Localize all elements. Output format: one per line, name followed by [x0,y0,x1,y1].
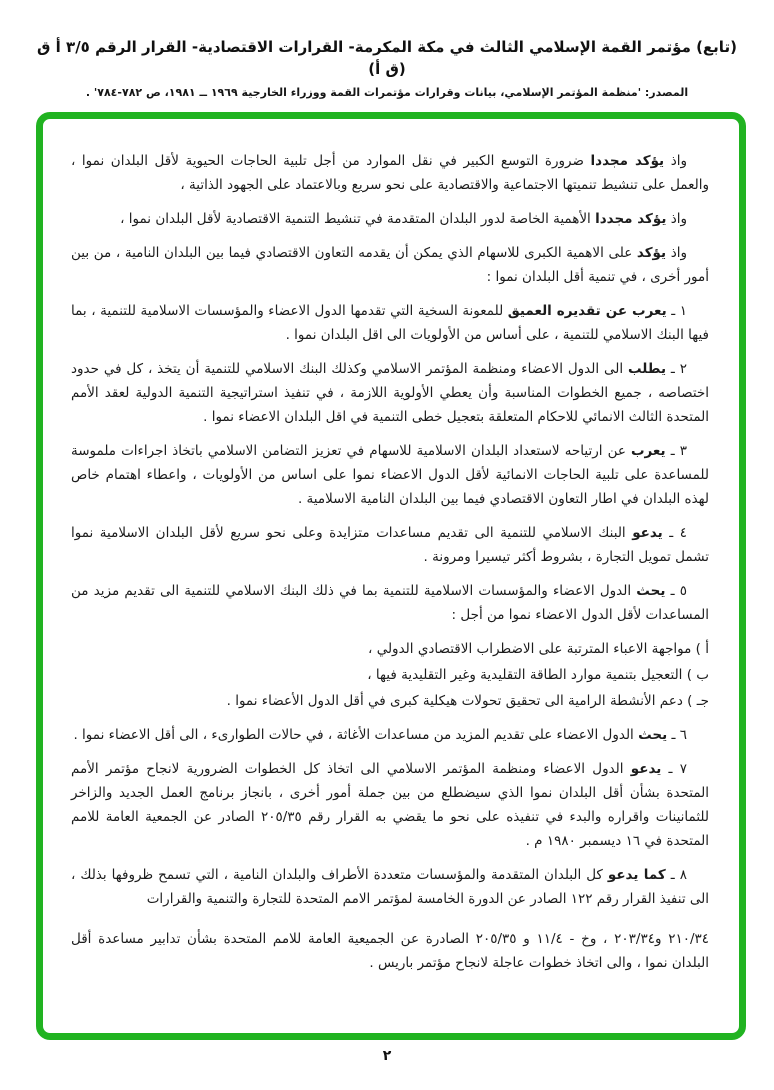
item-number: ٨ ـ [665,867,687,883]
resolution-item-1 [71,299,709,347]
paragraph-lead: واذ [666,245,687,261]
paragraph-text: مواجهة الاعباء المترتبة على الاضطراب الاقتصادي الدولي ، [368,641,692,657]
operative-word: يدعو [630,761,662,777]
operative-word: كما يدعو [607,867,666,883]
operative-word: يدعو [632,525,663,541]
paragraph-lead: واذ [664,153,687,169]
paragraph-text: الدول الاعضاء على تقديم المزيد من مساعدات الأغاثة ، في حالات الطوارىء ، الى أقل الاعضاء نموا . [73,727,639,743]
paragraph-text: على الاهمية الكبرى للاسهام الذي يمكن أن يقدمه التعاون الاقتصادي فيما بين البلدان النامية ، من بين أمور أخرى ، في تنمية أقل البلدان نموا : [71,245,709,285]
operative-word: يعرب [630,443,666,459]
paragraph-text: البنك الاسلامي للتنمية الى تقديم مساعدات متزايدة وعلى نحو سريع لأقل البلدان الاسلامية نموا تشمل تمويل التجارة ، بشروط أكثر تيسيرا ومرونة . [71,525,709,565]
sub-item-a [71,637,709,661]
document-title: (تابع) مؤتمر القمة الإسلامي الثالث في مكة المكرمة- القرارات الاقتصادية- القرار الرقم ٣/٥ أ ق (ق أ) [37,38,737,78]
item-number: ٦ ـ [667,727,687,743]
resolution-item-2 [71,357,709,429]
paragraph-text: ٢١٠/٣٤ و٢٠٣/٣٤ ، وخ - ١١/٤ و ٢٠٥/٣٥ الصادرة عن الجميعية العامة للامم المتحدة بشأن تدابير مساعدة أقل البلدان نموا ، والى اتخاذ خطوات عاجلة لانجاح مؤتمر باريس . [71,931,709,971]
document-source-line: المصدر: 'منظمة المؤتمر الإسلامي، بيانات وقرارات مؤتمرات القمة ووزراء الخارجية ١٩٦٩ ــ ١٩٨١، ص ٧٨٢-٧٨٤' . [85,86,689,99]
paragraph-text: الى الدول الاعضاء ومنظمة المؤتمر الاسلامي وكذلك البنك الاسلامي للتنمية أن يتخذ ، كل في حدود اختصاصه ، جميع الخطوات المناسبة وأن يعطي الأولوية اللازمة ، في تنفيذ استراتيجية التنمية الدولية لعقد الأمم المتحدة الثالث الانمائي للاحكام المتعلقة بتعجيل خطى التنمية في اقل البلدان الاعضاء نموا . [71,361,709,425]
item-number: ٢ ـ [666,361,688,377]
operative-word: يحث [638,727,668,743]
operative-word: يؤكد مجددا [590,153,665,169]
sub-item-letter: ب ) [682,667,709,683]
paragraph-lead: واذ [666,211,687,227]
preamble-paragraph-2 [71,207,709,231]
operative-word: يؤكد مجددا [595,211,667,227]
preamble-paragraph-1 [71,149,709,197]
operative-word: يؤكد [636,245,667,261]
resolution-item-6 [71,723,709,747]
sub-item-j [71,689,709,713]
paragraph-text: الدول الاعضاء والمؤسسات الاسلامية للتنمية بما في ذلك البنك الاسلامي للتنمية الى تقديم مزيد من المساعدات لأقل الدول الاعضاء نموا من أجل : [71,583,709,623]
item-number: ٧ ـ [661,761,687,777]
sub-item-letter: جـ ) [682,693,709,709]
item-number: ١ ـ [666,303,687,319]
item-number: ٣ ـ [665,443,687,459]
operative-word: يطلب [628,361,667,377]
preamble-paragraph-3 [71,241,709,289]
sub-item-b [71,663,709,687]
paragraph-text: الدول الاعضاء ومنظمة المؤتمر الاسلامي الى اتخاذ كل الخطوات الضرورية لانجاح مؤتمر الأمم المتحدة بشأن أقل البلدان نموا الذي سيضطلع من بين جملة أمور أخرى ، بانجاز برنامج العمل الجديد والزاخر للثمانينات واقراره والبدء في تنفيذه على نحو ما يقضي به القرار رقم ٢٠٥/٣٥ الصادر عن الجمعية العامة للامم المتحدة في ١٦ ديسمبر ١٩٨٠ م . [71,761,709,849]
paragraph-text: التعجيل بتنمية موارد الطاقة التقليدية وغير التقليدية فيها ، [367,667,683,683]
operative-word: يعرب عن تقديره العميق [507,303,667,319]
item-number: ٤ ـ [662,525,687,541]
resolution-item-7 [71,757,709,853]
paragraph-text: للمعونة السخية التي تقدمها الدول الاعضاء والمؤسسات الاسلامية للتنمية ، بما فيها البنك الاسلامي للتنمية ، على أساس من الأولويات الى اقل البلدان نموا . [71,303,709,343]
resolution-item-3 [71,439,709,511]
paragraph-text: الأهمية الخاصة لدور البلدان المتقدمة في تنشيط التنمية الاقتصادية لأقل البلدان نموا ، [120,211,596,227]
page-number: ٢ [382,1048,392,1064]
resolution-item-5 [71,579,709,627]
paragraph-text: دعم الأنشطة الرامية الى تحقيق تحولات هيكلية كبرى في أقل الدول الأعضاء نموا . [226,693,683,709]
resolution-item-8 [71,863,709,911]
paragraph-text: ضرورة التوسع الكبير في نقل الموارد من أجل تلبية الحاجات الحيوية لأقل البلدان نموا ، والعمل على تنشيط تنميتها الاجتماعية والاقتصادية على نحو سريع وبالاعتماد على الجهود الذاتية ، [71,153,709,193]
item-number: ٥ ـ [665,583,687,599]
resolution-item-8-continued [71,927,709,975]
paragraph-text: كل البلدان المتقدمة والمؤسسات متعددة الأطراف والبلدان النامية ، التي تسمح ظروفها بذلك ، الى تنفيذ القرار رقم ١٢٢ الصادر عن الدورة الخامسة لمؤتمر الامم المتحدة للتجارة والتنمية والقرارات [71,867,709,907]
sub-item-letter: أ ) [691,641,709,657]
green-border-content-box [36,112,746,1040]
paragraph-text: عن ارتياحه لاستعداد البلدان الاسلامية للاسهام في تعزيز التضامن الاسلامي باتخاذ اجراءات ملموسة للمساعدة على تلبية الحاجات الانمائية لأقل الدول الاعضاء نموا على اساس من الأولويات ، واعطاء اهتمام خاص لهذه البلدان في اطار التعاون الاقتصادي فيما بين البلدان النامية الاسلامية . [71,443,709,507]
document-header [0,36,774,100]
operative-word: يحث [636,583,666,599]
resolution-item-4 [71,521,709,569]
